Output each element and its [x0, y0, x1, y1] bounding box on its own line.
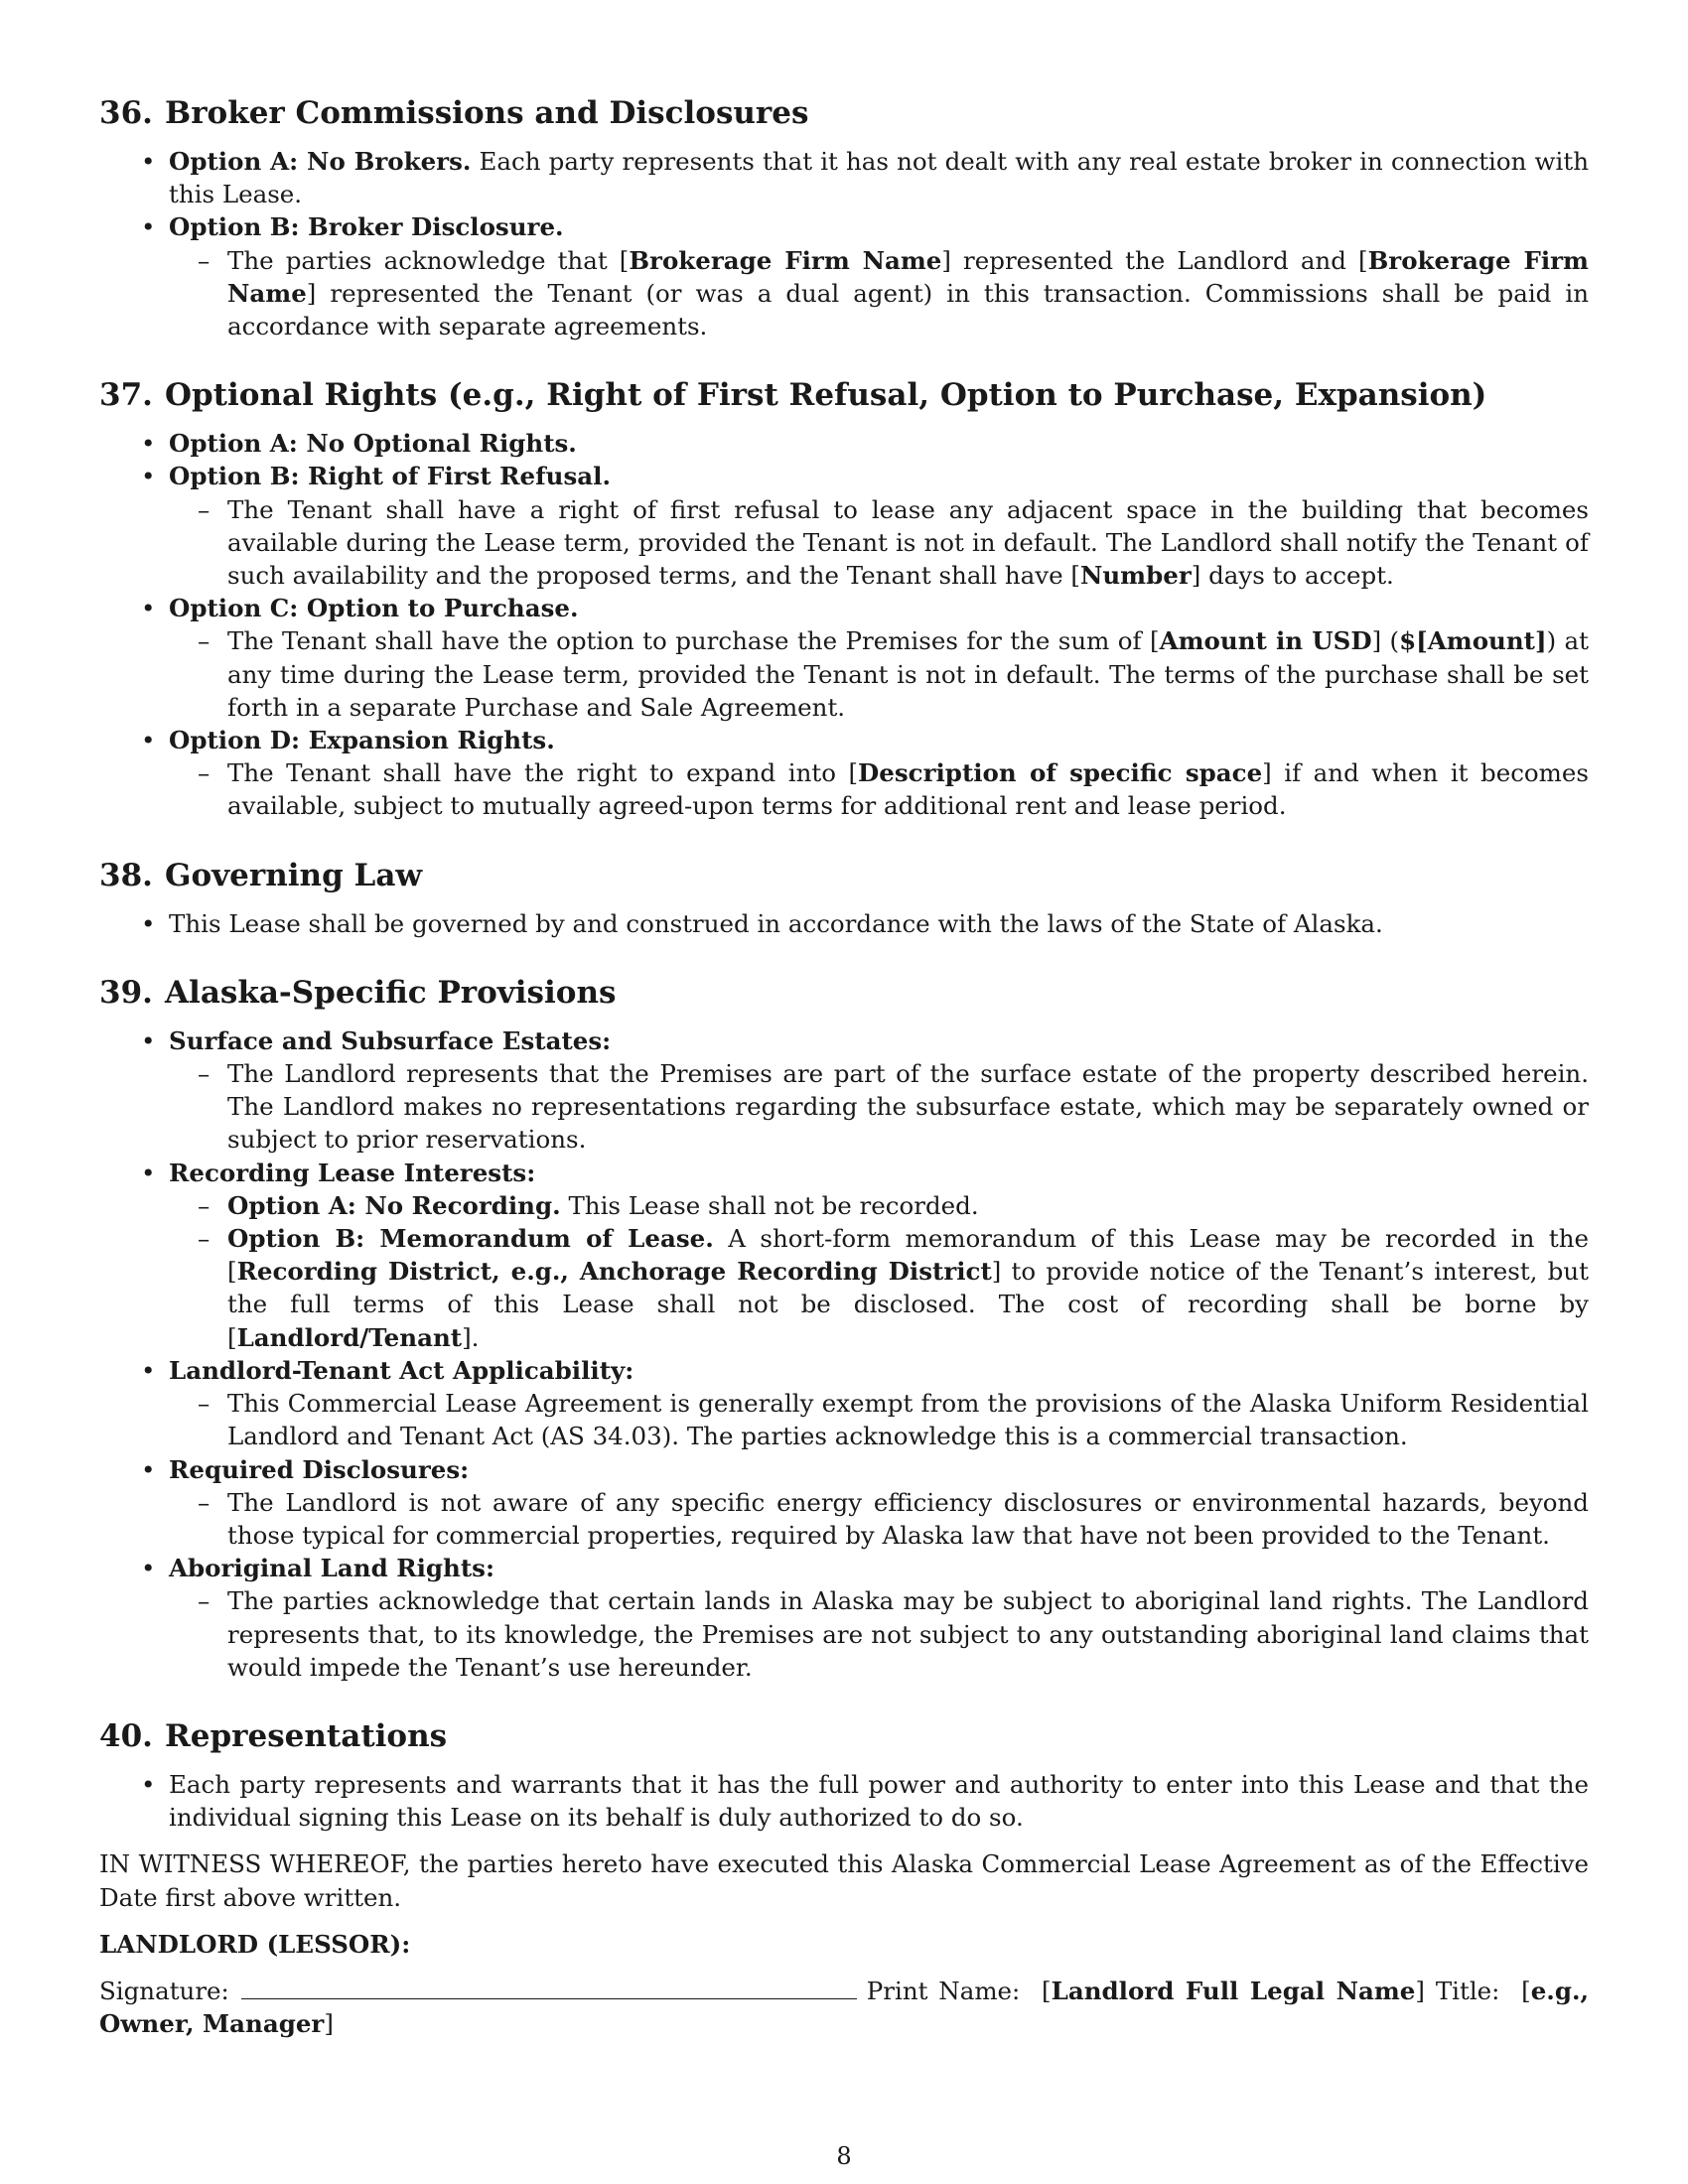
sub-item: – This Commercial Lease Agreement is generally exempt from the provisions of the Alaska Uniform Residential Landlord and Tenant Act (AS 34.03). The parties acknowledge this is a commercial transaction.	[227, 1387, 1589, 1452]
text: This Lease shall not be recorded.	[568, 1190, 979, 1220]
sub-item	[227, 1222, 1589, 1354]
signature-label: Signature:	[99, 1976, 229, 2005]
sub-item	[227, 624, 1589, 724]
option-label: Option D: Expansion Rights.	[169, 726, 555, 755]
print-name-label: Print Name:	[866, 1976, 1021, 2005]
list-item	[169, 724, 1589, 823]
document-page	[99, 93, 1589, 2040]
text: ] represented the Landlord and [	[941, 245, 1368, 275]
placeholder-field: Landlord/Tenant	[236, 1322, 463, 1352]
text: ] to provide notice of the Tenant’s interest, but the full terms of this Lease shall not be disclosed. The cost of recording shall be borne by [	[227, 1257, 1589, 1352]
list-item: • Each party represents and warrants that it has the full power and authority to enter into this Lease and that the individual signing this Lease on its behalf is duly authorized to do so.	[169, 1768, 1589, 1834]
option-label: Option A: No Optional Rights.	[169, 429, 577, 459]
sub-item: – The parties acknowledge that certain lands in Alaska may be subject to aboriginal land rights. The Landlord represents that, to its knowledge, the Premises are not subject to any outstanding aboriginal land claims that would impede the Tenant’s use hereunder.	[227, 1584, 1589, 1684]
list-item	[169, 1552, 1589, 1684]
section-38	[99, 856, 1589, 940]
section-37	[99, 375, 1589, 822]
title-field: e.g., Owner, Manager	[99, 1976, 1590, 2039]
signature-heading: LANDLORD (LESSOR):	[99, 1929, 411, 1959]
text: The Tenant shall have the right to expand into [	[227, 758, 859, 788]
text: The Tenant shall have a right of first refusal to lease any adjacent space in the building that becomes available during the Lease term, provided the Tenant is not in default. The Landlord shall notify the Tenant of such availability and the proposed terms, and the Tenant shall have [	[227, 494, 1589, 591]
list-item	[169, 1024, 1589, 1157]
text: ] if and when it becomes available, subject to mutually agreed-upon terms for additional rent and lease period.	[227, 758, 1589, 821]
list-item	[169, 460, 1589, 592]
placeholder-field: Brokerage Firm Name	[227, 245, 1589, 308]
section-heading	[99, 973, 1589, 1013]
text: ] days to accept.	[1191, 561, 1394, 591]
option-label: Option C: Option to Purchase.	[169, 594, 579, 623]
placeholder-field: Description of specific space	[858, 758, 1263, 788]
option-label: Option A: No Brokers.	[169, 147, 472, 176]
section-number: 38.	[99, 857, 153, 893]
placeholder-field: Amount in USD	[1159, 626, 1372, 656]
placeholder-field: Number	[1079, 561, 1192, 591]
provision-label: Recording Lease Interests:	[169, 1158, 536, 1187]
section-heading	[99, 1716, 1589, 1756]
bracket: [	[1521, 1976, 1531, 2005]
list-item	[169, 427, 1589, 460]
section-title: Optional Rights (e.g., Right of First Refusal, Option to Purchase, Expansion)	[165, 377, 1487, 414]
section-title: Governing Law	[165, 857, 423, 893]
placeholder-field: $[Amount]	[1399, 626, 1547, 656]
section-36	[99, 93, 1589, 342]
section-heading	[99, 375, 1589, 415]
list-item: • This Lease shall be governed by and construed in accordance with the laws of the State of Alaska.	[169, 907, 1589, 940]
bracket: ]	[1415, 1976, 1425, 2005]
provision-label: Aboriginal Land Rights:	[169, 1554, 494, 1583]
sub-item	[227, 493, 1589, 593]
section-heading	[99, 856, 1589, 895]
section-title: Alaska-Specific Provisions	[165, 974, 617, 1011]
signature-line[interactable]	[241, 1977, 857, 1999]
bracket: [	[1042, 1976, 1052, 2005]
option-text: Each party represents that it has not dealt with any real estate broker in connection with this Lease.	[169, 147, 1589, 209]
option-label: Option B: Memorandum of Lease.	[227, 1224, 714, 1254]
provision-label: Landlord-Tenant Act Applicability:	[169, 1355, 634, 1385]
text: The Tenant shall have the option to purchase the Premises for the sum of [	[227, 626, 1160, 656]
sub-item	[227, 756, 1589, 822]
section-number: 36.	[99, 95, 153, 131]
bracket: ]	[324, 2009, 334, 2039]
option-label: Option B: Broker Disclosure.	[169, 212, 564, 242]
page-number: 8	[836, 2142, 852, 2170]
text: A short-form memorandum of this Lease may be recorded in the [	[227, 1224, 1589, 1287]
list-item	[169, 145, 1589, 210]
text: ) at any time during the Lease term, provided the Tenant is not in default. The terms of the purchase shall be set forth in a separate Purchase and Sale Agreement.	[227, 626, 1590, 722]
option-label: Option B: Right of First Refusal.	[169, 462, 611, 491]
section-number: 37.	[99, 377, 153, 414]
text: The parties acknowledge that [	[227, 245, 630, 275]
text: ] represented the Tenant (or was a dual agent) in this transaction. Commissions shall be paid in accordance with separate agreements.	[227, 278, 1589, 341]
sub-item: – The Landlord is not aware of any specific energy efficiency disclosures or environmental hazards, beyond those typical for commercial properties, required by Alaska law that have not been provided to the Tenant.	[227, 1486, 1589, 1552]
list-item	[169, 210, 1589, 342]
sub-item	[227, 244, 1589, 343]
section-39	[99, 973, 1589, 1684]
text: ].	[462, 1322, 480, 1352]
list-item	[169, 1354, 1589, 1453]
witness-clause: IN WITNESS WHEREOF, the parties hereto have executed this Alaska Commercial Lease Agreement as of the Effective Date first above written.	[99, 1849, 1589, 1912]
provision-label: Required Disclosures:	[169, 1454, 470, 1484]
print-name-field: Landlord Full Legal Name	[1051, 1976, 1416, 2005]
section-title: Representations	[165, 1717, 448, 1754]
section-40	[99, 1716, 1589, 1834]
text: ] (	[1371, 626, 1400, 656]
section-number: 39.	[99, 974, 153, 1011]
list-item	[169, 1157, 1589, 1354]
placeholder-field: Recording District, e.g., Anchorage Recording District	[236, 1257, 992, 1287]
section-number: 40.	[99, 1717, 153, 1754]
sub-item: – The Landlord represents that the Premises are part of the surface estate of the property described herein. The Landlord makes no representations regarding the subsurface estate, which may be separately owned or subject to prior reservations.	[227, 1057, 1589, 1157]
sub-item	[227, 1189, 1589, 1222]
section-title: Broker Commissions and Disclosures	[165, 95, 809, 131]
list-item	[169, 1453, 1589, 1553]
list-item	[169, 592, 1589, 724]
option-label: Option A: No Recording.	[227, 1190, 561, 1220]
section-heading	[99, 93, 1589, 133]
signature-block	[99, 1975, 1589, 2040]
placeholder-field: Brokerage Firm Name	[629, 245, 942, 275]
provision-label: Surface and Subsurface Estates:	[169, 1025, 612, 1055]
title-label: Title:	[1435, 1976, 1500, 2005]
